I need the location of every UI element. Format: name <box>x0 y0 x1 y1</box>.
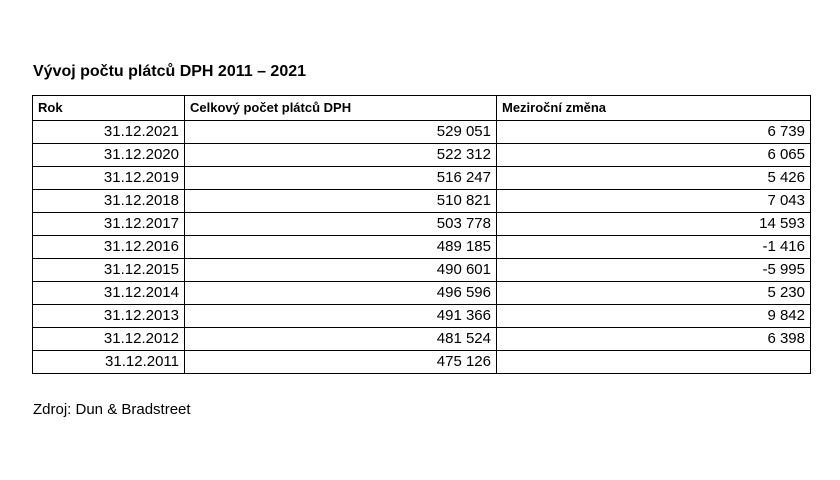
cell-year: 31.12.2011 <box>33 351 185 374</box>
header-yearly-change: Meziroční změna <box>497 96 811 121</box>
table-row <box>33 144 811 167</box>
table-row <box>33 259 811 282</box>
table-row <box>33 351 811 374</box>
cell-change: 9 842 <box>497 305 811 328</box>
cell-year: 31.12.2016 <box>33 236 185 259</box>
table-row <box>33 328 811 351</box>
cell-change <box>497 351 811 374</box>
cell-year: 31.12.2020 <box>33 144 185 167</box>
table-row <box>33 236 811 259</box>
table-row <box>33 167 811 190</box>
cell-change: 5 426 <box>497 167 811 190</box>
table-row <box>33 190 811 213</box>
cell-year: 31.12.2014 <box>33 282 185 305</box>
table-row <box>33 282 811 305</box>
cell-total: 490 601 <box>185 259 497 282</box>
cell-change: 6 065 <box>497 144 811 167</box>
cell-total: 481 524 <box>185 328 497 351</box>
cell-change: -1 416 <box>497 236 811 259</box>
cell-change: 5 230 <box>497 282 811 305</box>
table-row <box>33 121 811 144</box>
cell-year: 31.12.2019 <box>33 167 185 190</box>
cell-total: 489 185 <box>185 236 497 259</box>
table-row <box>33 213 811 236</box>
cell-change: 6 739 <box>497 121 811 144</box>
cell-total: 522 312 <box>185 144 497 167</box>
cell-change: 14 593 <box>497 213 811 236</box>
cell-total: 503 778 <box>185 213 497 236</box>
source-note: Zdroj: Dun & Bradstreet <box>33 401 191 418</box>
vat-payers-table <box>32 95 811 374</box>
cell-total: 510 821 <box>185 190 497 213</box>
cell-year: 31.12.2013 <box>33 305 185 328</box>
cell-change: -5 995 <box>497 259 811 282</box>
cell-year: 31.12.2015 <box>33 259 185 282</box>
cell-year: 31.12.2021 <box>33 121 185 144</box>
cell-year: 31.12.2017 <box>33 213 185 236</box>
cell-total: 475 126 <box>185 351 497 374</box>
table-row <box>33 305 811 328</box>
header-total-payers: Celkový počet plátců DPH <box>185 96 497 121</box>
cell-total: 529 051 <box>185 121 497 144</box>
cell-total: 491 366 <box>185 305 497 328</box>
cell-total: 516 247 <box>185 167 497 190</box>
cell-year: 31.12.2012 <box>33 328 185 351</box>
cell-change: 6 398 <box>497 328 811 351</box>
cell-year: 31.12.2018 <box>33 190 185 213</box>
header-year: Rok <box>33 96 185 121</box>
table-header-row <box>33 96 811 121</box>
cell-total: 496 596 <box>185 282 497 305</box>
table-title: Vývoj počtu plátců DPH 2011 – 2021 <box>33 63 307 80</box>
cell-change: 7 043 <box>497 190 811 213</box>
